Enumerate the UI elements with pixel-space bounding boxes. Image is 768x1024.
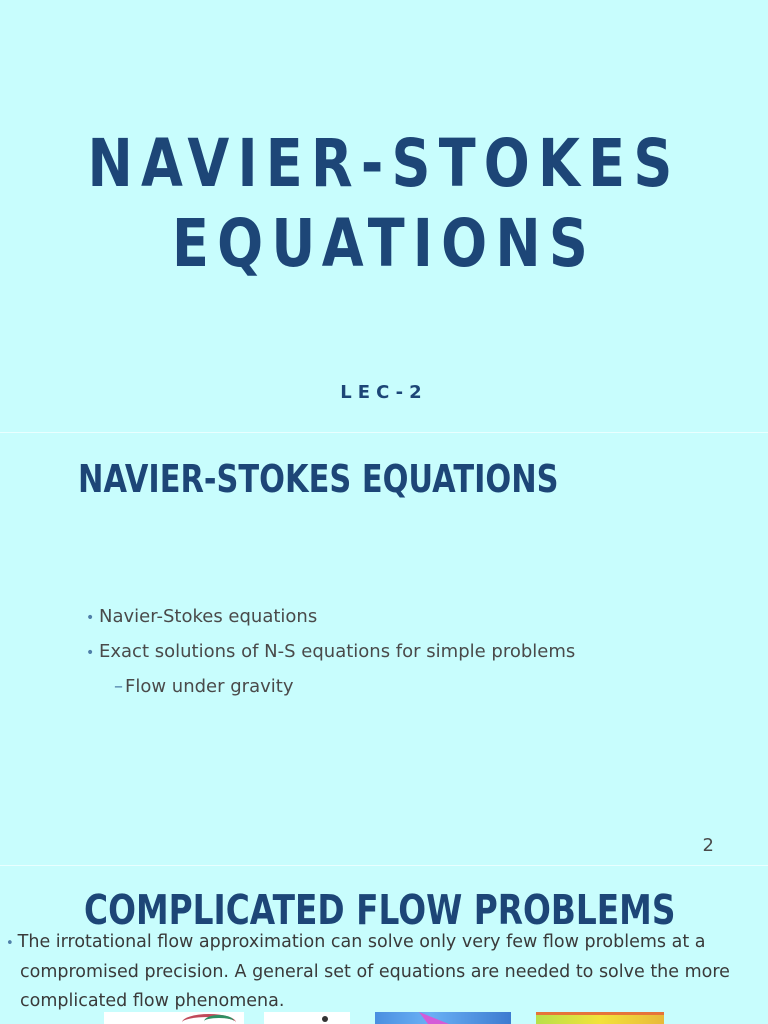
title-line-2: EQUATIONS [171, 205, 597, 282]
bullet-icon: • [6, 936, 14, 951]
slide-title [0, 0, 768, 432]
bullet-list [86, 605, 575, 710]
slide-heading: NAVIER-STOKES EQUATIONS [78, 457, 559, 501]
list-item [86, 605, 575, 640]
list-item [86, 640, 575, 675]
slide-overview [0, 433, 768, 865]
slide-heading: COMPLICATED FLOW PROBLEMS [84, 886, 676, 934]
flow-figure-4 [536, 1012, 664, 1024]
sub-bullet-text: Flow under gravity [125, 676, 294, 697]
paragraph-line-2: compromised precision. A general set of equations are needed to solve the more [20, 962, 730, 982]
flow-figure-1 [104, 1012, 244, 1024]
slide-subtitle: LEC-2 [340, 382, 428, 403]
body-paragraph [6, 928, 762, 1016]
figure-strip [0, 1012, 768, 1024]
bullet-icon: • [86, 645, 95, 661]
bullet-icon: • [86, 610, 95, 626]
page-number: 2 [702, 835, 714, 856]
slide-complicated-flow [0, 866, 768, 1024]
bullet-text: Navier-Stokes equations [99, 606, 318, 627]
title-line-1: NAVIER-STOKES [87, 125, 681, 202]
sub-list-item [86, 675, 575, 710]
dash-icon: – [114, 676, 123, 697]
bullet-text: Exact solutions of N-S equations for simple problems [99, 641, 576, 662]
paragraph-line-1: The irrotational flow approximation can solve only very few flow problems at a [17, 932, 706, 952]
flow-figure-2 [264, 1012, 350, 1024]
paragraph-line-3: complicated flow phenomena. [20, 991, 285, 1011]
flow-figure-3 [375, 1012, 511, 1024]
slide-main-title [69, 124, 699, 284]
